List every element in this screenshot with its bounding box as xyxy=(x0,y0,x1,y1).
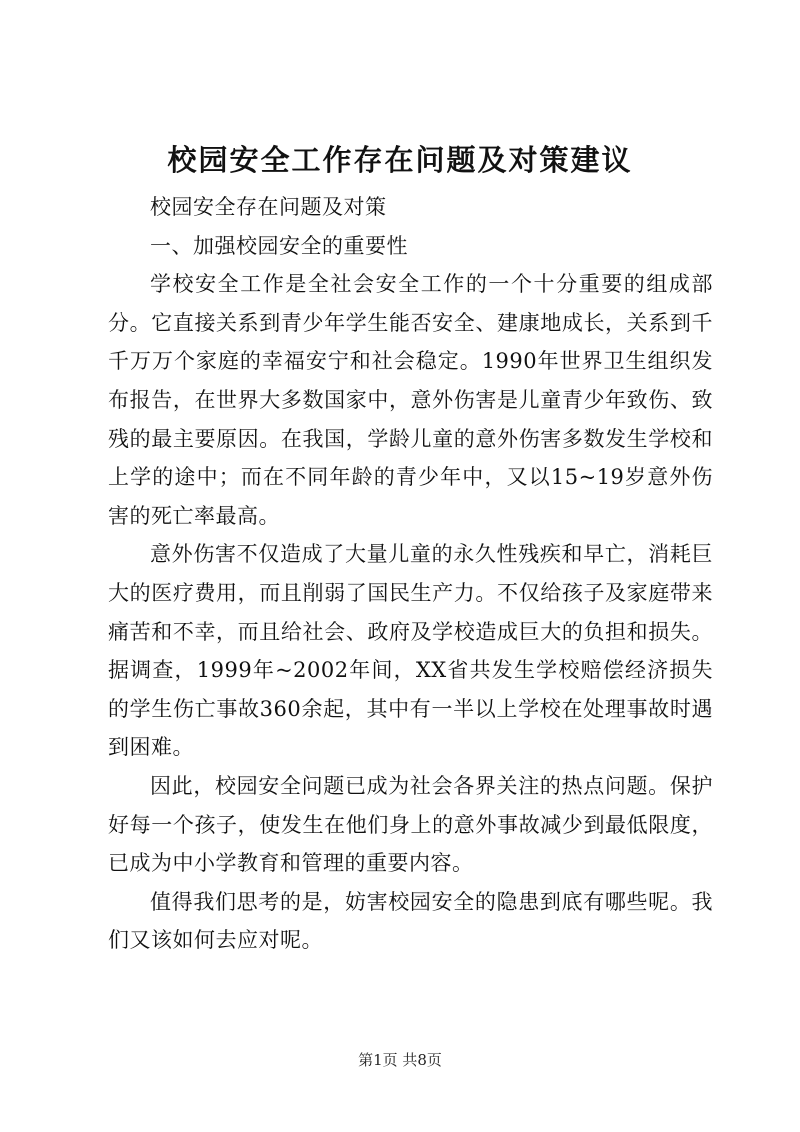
paragraph-importance: 学校安全工作是全社会安全工作的一个十分重要的组成部分。它直接关系到青少年学生能否安全、建康地成长，关系到千千万万个家庭的幸福安宁和社会稳定。1990年世界卫生组织发布报告，在世界大多数国家中，意外伤害是儿童青少年致伤、致残的最主要原因。在我国，学龄儿童的意外伤害多数发生学校和上学的途中；而在不同年龄的青少年中，又以15~19岁意外伤害的死亡率最高。 xyxy=(108,272,713,528)
document-body xyxy=(108,188,713,960)
page-number-footer: 第1页 共8页 xyxy=(358,1051,442,1069)
paragraph-reflection: 值得我们思考的是，妨害校园安全的隐患到底有哪些呢。我们又该如何去应对呢。 xyxy=(108,889,713,953)
paragraph-hot-issue: 因此，校园安全问题已成为社会各界关注的热点问题。保护好每一个孩子，使发生在他们身上的意外事故减少到最低限度，已成为中小学教育和管理的重要内容。 xyxy=(108,773,713,876)
paragraph-section-heading: 一、加强校园安全的重要性 xyxy=(150,233,408,258)
document-title: 校园安全工作存在问题及对策建议 xyxy=(167,143,633,177)
paragraph-injury-impact: 意外伤害不仅造成了大量儿童的永久性残疾和早亡，消耗巨大的医疗费用，而且削弱了国民生产力。不仅给孩子及家庭带来痛苦和不幸，而且给社会、政府及学校造成巨大的负担和损失。据调查，1999年~2002年间，XX省共发生学校赔偿经济损失的学生伤亡事故360余起，其中有一半以上学校在处理事故时遇到困难。 xyxy=(108,542,713,760)
paragraph-subtitle: 校园安全存在问题及对策 xyxy=(150,195,387,219)
